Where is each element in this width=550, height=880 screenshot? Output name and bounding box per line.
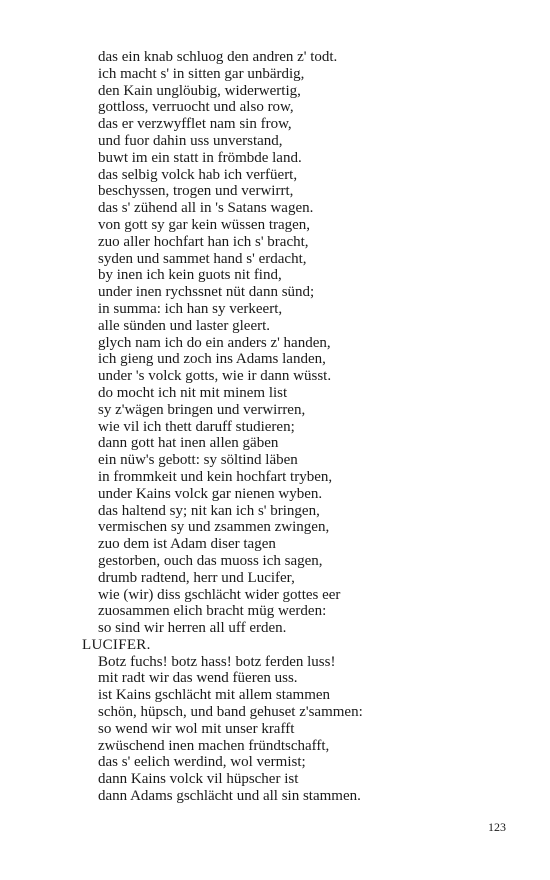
verse-line: den Kain unglöubig, widerwertig, (98, 82, 301, 99)
verse-line: ich gieng und zoch ins Adams landen, (98, 351, 326, 368)
verse-line: vermischen sy und zsammen zwingen, (98, 519, 330, 536)
verse-line: sy z'wägen bringen und verwirren, (98, 401, 306, 418)
verse-line: so wend wir wol mit unser krafft (98, 720, 295, 737)
verse-line: drumb radtend, herr und Lucifer, (98, 569, 295, 586)
verse-line: by inen ich kein guots nit find, (98, 267, 282, 284)
verse-line: wie vil ich thett daruff studieren; (98, 418, 295, 435)
verse-line: zuo dem ist Adam diser tagen (98, 536, 276, 553)
verse-line: dann gott hat inen allen gäben (98, 435, 279, 452)
verse-line: gestorben, ouch das muoss ich sagen, (98, 552, 323, 569)
verse-line: beschyssen, trogen und verwirrt, (98, 183, 294, 200)
stanza-lucifer-speech (82, 654, 502, 805)
verse-line: das s' zühend all in 's Satans wagen. (98, 200, 314, 217)
verse-line: zuosammen elich bracht müg werden: (98, 603, 327, 620)
verse-line: Botz fuchs! botz hass! botz ferden luss! (98, 653, 336, 670)
verse-line: das haltend sy; nit kan ich s' bringen, (98, 502, 320, 519)
verse-line: so sind wir herren all uff erden. (98, 620, 287, 637)
verse-line: gottloss, verruocht und also row, (98, 99, 294, 116)
verse-line: das selbig volck hab ich verfüert, (98, 166, 298, 183)
verse-line: dann Kains volck vil hüpscher ist (98, 771, 299, 788)
verse-line: under inen rychssnet nüt dann sünd; (98, 284, 315, 301)
verse-line: ein nüw's gebott: sy söltind läben (98, 452, 298, 469)
verse-line: das ein knab schluog den andren z' todt. (98, 49, 338, 65)
verse-line: ist Kains gschlächt mit allem stammen (98, 687, 331, 704)
verse-line: under 's volck gotts, wie ir dann wüsst. (98, 368, 332, 385)
verse-line: ich macht s' in sitten gar unbärdig, (98, 65, 305, 82)
stanza-devil-speech (82, 49, 502, 637)
verse-line: in summa: ich han sy verkeert, (98, 300, 283, 317)
verse-line: zuo aller hochfart han ich s' bracht, (98, 233, 309, 250)
verse-line: das s' eelich werdind, wol vermist; (98, 754, 306, 771)
verse-line: buwt im ein statt in frömbde land. (98, 149, 302, 166)
verse-line: dann Adams gschlächt und all sin stammen. (98, 788, 361, 805)
verse-line: syden und sammet hand s' erdacht, (98, 250, 307, 267)
verse-line: zwüschend inen machen fründtschafft, (98, 737, 330, 754)
verse-line: glych nam ich do ein anders z' handen, (98, 334, 331, 351)
verse-line: do mocht ich nit mit minem list (98, 384, 288, 401)
verse-line: und fuor dahin uss unverstand, (98, 132, 283, 149)
verse-line: schön, hüpsch, und band gehuset z'sammen: (98, 704, 363, 721)
verse-line: wie (wir) diss gschlächt wider gottes eer (98, 586, 341, 603)
verse-line: under Kains volck gar nienen wyben. (98, 485, 323, 502)
page-number: 123 (488, 820, 506, 834)
verse-line: von gott sy gar kein wüssen tragen, (98, 216, 311, 233)
verse-text-block (82, 49, 502, 805)
speaker-name: LUCIFER. (82, 636, 151, 653)
verse-line: alle sünden und laster gleert. (98, 317, 271, 334)
verse-line: in frommkeit und kein hochfart tryben, (98, 468, 333, 485)
verse-line: mit radt wir das wend füeren uss. (98, 670, 298, 687)
verse-line: das er verzwyfflet nam sin frow, (98, 116, 292, 133)
